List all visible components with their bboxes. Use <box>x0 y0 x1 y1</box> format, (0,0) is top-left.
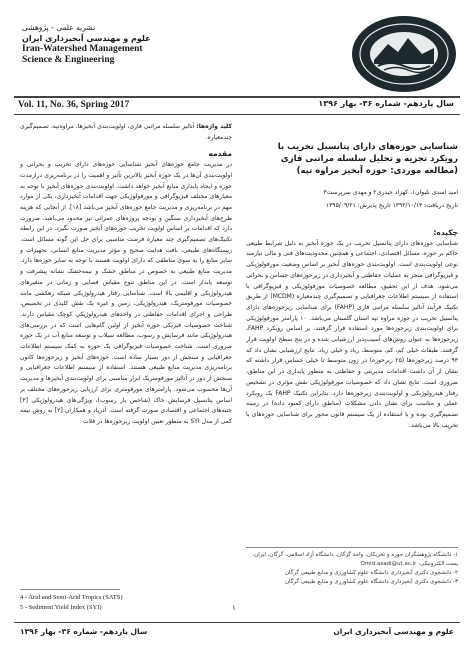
journal-logo <box>352 16 456 92</box>
volume-fa: سال یازدهم- شماره ۳۶- بهار ۱۳۹۶ <box>318 99 454 108</box>
page-number: ۱ <box>232 604 236 612</box>
footnote-2: ۲- دانشجوی دکتری آبخیزداری دانشگاه علوم کشاورزی و منابع طبیعی گرگان <box>284 570 458 576</box>
footnote-divider <box>246 547 458 548</box>
intro-heading: مقدمه <box>208 149 232 159</box>
abstract-text: شناسایی حوزه‌های دارای پتانسیل تخریب در یک حوزه آبخیز به دلیل شرایط طبیعی حاکم بر حوزه، مسائل اقتصادی، اجتماعی و همچنین محدودیت‌های فنی و مالی نیازمند نوعی اولویت‌بندی است. اولویت‌بندی حوزه‌های آبخیز بر اساس وضعیت مورفولوژیکی و فیزیوگرافی منجر به عملیات حفاظتی و آبخیزداری در زیرحوزه‌های حساس و بحرانی می‌شود. هدف از این تحقیق، مطالعه خصوصیات مورفولوژیکی و فیزیوگرافی با استفاده از سیستم اطلاعات جغرافیایی و تصمیم‌گیری چندمعیاره (MCDM) از طریق تکنیک فرآیند آنالیز سلسله مراتبی فازی (FAHP) برای شناسایی زیرحوزه‌های دارای پتانسیل تخریب در حوزه مراوه تپه استان گلستان می‌باشد. ۱۰ پارامتر مورفولوژیکی برای اولویت‌بندی زیرحوزه‌ها مورد استفاده قرار گرفتند. بر اساس رویکرد FAHP، زیرحوزه‌ها به عنوان روش‌های آسیب‌پذیر ارزشیابی شده و در پنج سطح اولویت قرار گرفتند. طبقات خیلی کم، کم، متوسط، زیاد و خیلی زیاد. نتایج ارزشیابی نشان داد که ۹۳ درصد زیرحوزه‌ها (۲۵ زیرحوزه) در زون متوسط تا خیلی حساس قرار داشته که نشان از آن داشت اقدامات مدیریتی و حفاظتی به منظور پایداری در این مناطق، ضروری است. نتایج نشان داد که خصوصیات مورفولوژیکی نقش مؤثری در تشخیص رفتار هیدرولوژیکی و اولویت‌بندی زیرحوزه‌ها دارد. بنابراین تکنیک FAHP یک رویکرد عملی و مناسب برای نشان دادن مشکلات (مناطق دارای کمبود داده) در زمینه تصمیم‌گیری بوده و با استفاده از یک سیستم قانون محور برای شناسایی حوزه‌های با تخریب بالا می‌باشد. <box>246 239 458 429</box>
abstract-heading: چکیده: <box>433 228 458 237</box>
footer-rule <box>14 622 460 623</box>
footer-journal: علوم و مهندسی آبخیزداری ایران <box>333 627 454 636</box>
watershed-logo-icon <box>356 20 452 88</box>
footnote-en-4: 4 - Arid and Semi-Arid Tropics (SATS) <box>20 594 123 601</box>
journal-name-en-1: Iran-Watershed Management <box>22 44 143 54</box>
header-rule-top <box>14 96 460 98</box>
footnote-en-5: 5 - Sediment Yield Index (SYI) <box>20 604 102 611</box>
article-type: نشریه علمی - پژوهشی <box>22 23 96 32</box>
header-rule-bottom <box>14 114 460 115</box>
footnote-1: ۱- دانشگاه پژوهشگران حوزه و تخریکان، واحد گرگان، دانشگاه آزاد اسلامی، گرگان، ایران، پست الکترونیکی: Omid.asadi@ut.ac.ir <box>252 552 458 567</box>
journal-name-en-2: Science & Engineering <box>22 55 115 65</box>
body-block <box>20 122 232 588</box>
journal-name-fa: علوم و مهندسی آبخیزداری ایران <box>22 34 151 43</box>
intro-text: در مدیریت جامع حوزه‌های آبخیز شناسایی حوزه‌های دارای تخریب و بحرانی و اولویت‌بندی آن‌ها در یک حوزه آبخیز بالاترین تأثیر و اهمیت را در برنامه‌ریزی درازمدت حوزه و ایجاد پایداری منابع آبخیز خواهد داشت. اولویت‌بندی حوزه‌های آبخیز با توجه به معیارهای مختلف فیزیوگرافی و مورفولوژیکی جهت اقدامات آبخیزداری، یکی از موارد مهم در برنامه‌ریزی و مدیریت جامع حوزه‌های آبخیز می‌باشد [۱۸]. از آنجایی که هزینه طرح‌های آبخیزداری سنگین و بودجه پروژه‌های عمرانی نیز محدود می‌باشد، ضرورت دارد که اقدامات بر اساس اولویت تخریب حوزه‌های آبخیز صورت بگیرد. در این رابطه تکنیک‌های تصمیم‌گیری چند معیاره فرصت مناسبی برای حل این گونه مسائل است. زیستگاه‌های طبیعی، بافت هدایت صحیح و مؤثر مدیریت منابع انسانی، تجهیزات و سایر منابع را به سوی مناطقی که دارای اولویت هستند با توجه به سایر حوزه‌ها دارد. مدیریت منابع طبیعی به خصوص در مناطق خشک و نیمه‌خشک نشانه پیشرفت و توسعه پایدار است. در این مناطق تنوع مقیاس فضایی و زمانی در متغیرهای هیدرولوژیکی و اقلیمی بالا است. شناسایی رفتار هیدرولوژیکی شبکه زهکشی مانند خصوصیات مورفومتریک، هیدرولوژیکی، زمین و غیره یک نقش کلیدی در تخصیص، طراحی و اجرای اقدامات حفاظتی در واحدهای هیدرولوژیکی کوچک مقیاس دارند. شناخت خصوصیات فیزیکی حوزه آبخیز از اولین گام‌هایی است که در بررسی‌های هیدرولوژیکی مانند فرسایش و رسوب، مطالعه سیلاب و توسعه منابع آب در یک حوزه ضروری است. شناخت خصوصیات فیزیوگرافی یک حوزه به کمک سیستم اطلاعات جغرافیایی و سنجش از دور بسیار ساده است. حوزه‌های آبخیز و زیرحوزه‌ها کانون برنامه‌ریزی مدیریت منابع طبیعی هستند. استفاده از سیستم اطلاعات جغرافیایی و سنجش از دور در آنالیز مورفومتریک ابزار مناسبی برای اولویت‌بندی آبخیزها و مدیریت آن‌ها محسوب می‌شود. پارامترهای مورفومتری برای ارزیابی زیرحوزه‌های مختلف بر اساس پتانسیل فرسایش خاک (شاخص بار رسوب)، ویژگی‌های هیدرولوژیکی [۳] جنبه‌های اجتماعی و اقتصادی صورت گرفته است. آذرپاد و همکاران [۲] به روش نیمه کمی از مدل SYI به منظور تعیین اولویت زیرحوزه‌ها در فلات <box>20 161 232 425</box>
journal-header <box>22 22 202 66</box>
article-authors: امید اسدی نلیوان۱، کهزاد حیدری۲ و مهدی سرپرست۳ <box>323 189 458 196</box>
keywords-heading: کلید واژه‌ها: <box>196 123 232 130</box>
volume-en: Vol. 11, No. 36, Spring 2017 <box>18 100 130 110</box>
article-title: شناسایی حوزه‌های دارای پتانسیل تخریب با رویکرد تجزیه و تحلیل سلسله مراتبی فازی (مطالعه موردی: حوزه آبخیز مراوه تپه) <box>277 142 458 176</box>
abstract-block <box>246 228 458 544</box>
keywords <box>20 122 232 143</box>
footer-issue: سال یازدهم- شماره ۳۶- بهار ۱۳۹۶ <box>20 627 148 636</box>
footnote-3: ۳- دانشجوی دکتری آبخیزداری دانشگاه علوم کشاورزی و منابع طبیعی گرگان <box>284 579 458 585</box>
article-dates: تاریخ دریافت: ۱۳۹۳/۱۰/۱۴ تاریخ پذیرش: ۱۳۹۵/۰۹/۲۱ <box>325 202 458 209</box>
keywords-text: آنالیز سلسله مراتبی فازی، اولویت‌بندی آبخیزها، مراوه‌تپه، تصمیم‌گیری چندمعیاره. <box>20 123 232 141</box>
footnote-en-divider <box>20 589 120 590</box>
